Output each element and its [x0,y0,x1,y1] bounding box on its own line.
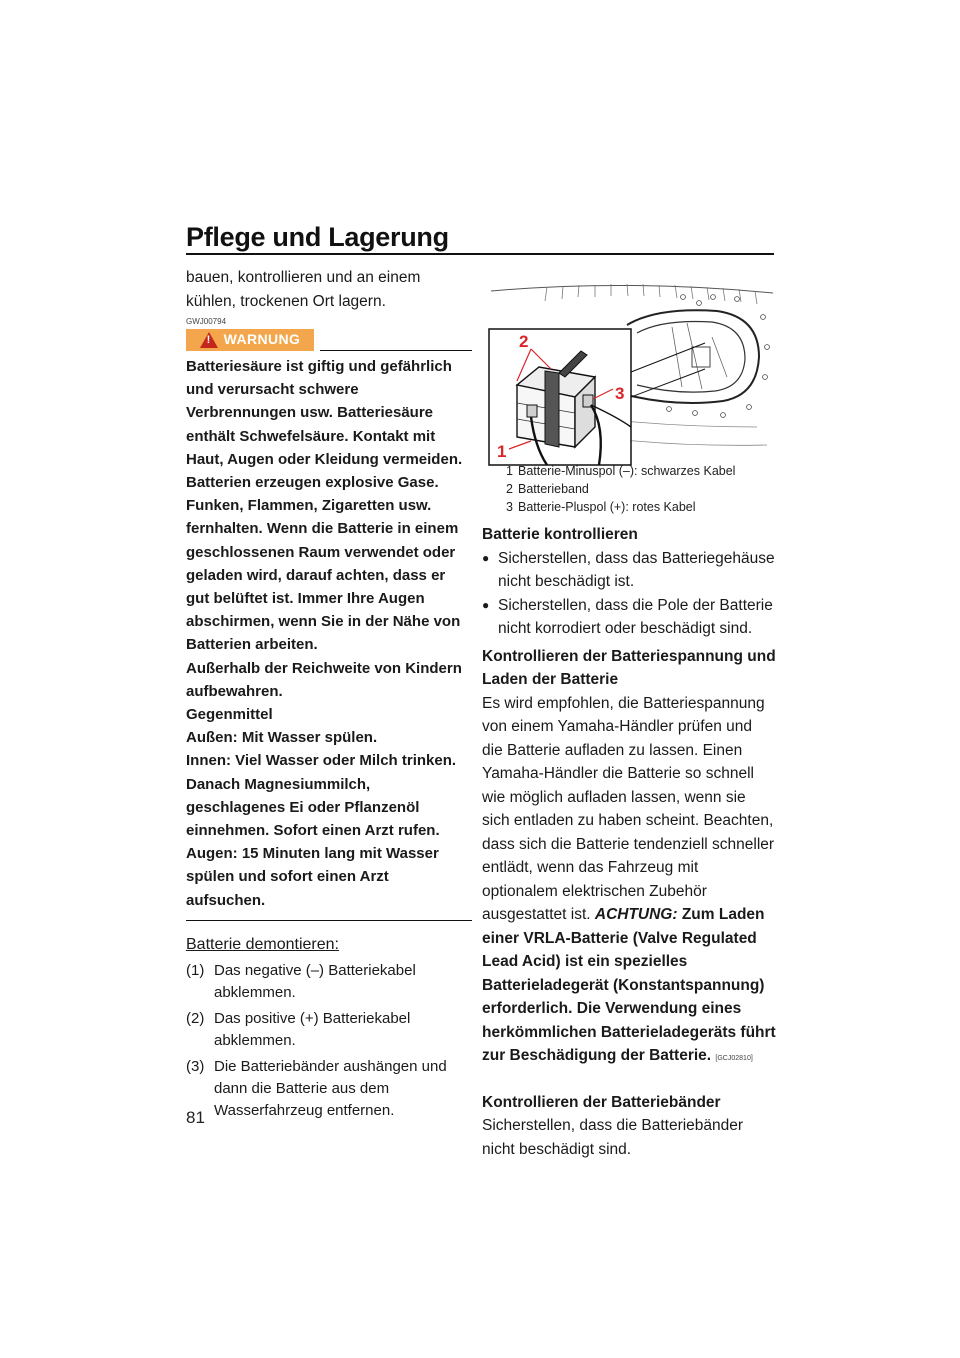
page-number: 81 [186,1108,205,1127]
warning-rule [320,350,472,351]
bullet-text: Sicherstellen, dass die Pole der Batterie nicht korrodiert oder beschädigt sind. [498,596,773,637]
bands-text: Sicherstellen, dass die Batteriebänder nicht beschädigt sind. [482,1117,744,1158]
caption-text: Batterie-Minuspol (–): schwarzes Kabel [518,464,736,478]
battery-illustration [487,277,775,467]
check-title: Batterie kontrollieren [482,526,638,543]
callout-3: 3 [615,384,625,403]
warning-badge [186,329,314,351]
warning-line: Innen: Viel Wasser oder Milch trinken. Danach Magnesiummilch, geschlagenes Ei oder Pflanzenöl einnehmen. Sofort einen Arzt rufen. [186,752,457,840]
header-rule [186,253,774,255]
warning-triangle-icon: ! [200,332,218,348]
callout-1: 1 [497,442,507,461]
bullet-icon: ● [482,597,490,612]
step-number: (1) [186,962,205,980]
warning-line: Batteriesäure ist giftig und gefährlich und verursacht schwere Verbrennungen usw. Batteriesäure enthält Schwefelsäure. Kontakt mit Haut, Augen oder Kleidung vermeiden. [186,358,463,468]
caption-item [506,480,735,498]
left-column [186,266,472,1122]
caution-text: Zum Laden einer VRLA-Batterie (Valve Regulated Lead Acid) ist ein spezielles Batterieladegerät (Konstantspannung) erforderlich. Die Verwendung eines herkömmlichen Batterieladegeräts führt zur Beschädigung der Batterie. [482,906,776,1064]
bands-title: Kontrollieren der Batteriebänder [482,1093,721,1111]
warning-header [186,329,472,351]
step-item [186,1056,472,1122]
warning-line: Außerhalb der Reichweite von Kindern aufbewahren. [186,659,462,700]
caption-text: Batterie-Pluspol (+): rotes Kabel [518,500,696,514]
warning-label: WARNUNG [223,331,301,348]
section-title: Batterie demontieren: [186,935,339,953]
step-item [186,1008,472,1052]
voltage-title: Kontrollieren der Batteriespannung und Laden der Batterie [482,647,776,688]
page-title: Pflege und Lagerung [186,222,449,252]
caption-item [506,462,735,480]
warning-body [186,355,472,921]
right-column [482,523,776,1161]
caution-code: [GCJ02810] [715,1055,753,1062]
caption-number: 2 [506,482,513,496]
step-text: Die Batteriebänder aushängen und dann die Batterie aus dem Wasserfahrzeug entfernen. [214,1058,447,1120]
caption-text: Batterieband [518,482,589,496]
intro-text: bauen, kontrollieren und an einem kühlen, trockenen Ort lagern. [186,269,421,310]
step-number: (2) [186,1010,205,1028]
caption-item [506,498,735,516]
voltage-body: Es wird empfohlen, die Batteriespannung von einem Yamaha-Händler prüfen und die Batterie aufladen zu lassen. Einen Yamaha-Händler die Batterie so schnell wie möglich aufladen lassen, wenn sie sich entladen zu haben scheint. Beachten, dass sich die Batterie tendenziell schneller entlädt, wenn das Fahrzeug mit optionalem elektrischen Zubehör ausgestattet ist. [482,694,775,923]
warning-code: GWJ00794 [186,317,227,326]
bullet-text: Sicherstellen, dass das Batteriegehäuse nicht beschädigt ist. [498,549,775,590]
step-text: Das negative (–) Batteriekabel abklemmen. [214,962,416,1002]
bullet-icon: ● [482,550,490,565]
caption-number: 3 [506,500,513,514]
step-item [186,960,472,1004]
warning-line: Außen: Mit Wasser spülen. [186,729,378,747]
voltage-text [482,692,776,1071]
callout-2: 2 [519,332,529,351]
list-item [482,594,776,641]
list-item [482,547,776,594]
warning-line: Gegenmittel [186,706,273,724]
caption-number: 1 [506,464,513,478]
figure-captions [506,462,735,516]
step-number: (3) [186,1058,205,1076]
warning-line: Batterien erzeugen explosive Gase. Funken, Flammen, Zigaretten usw. fernhalten. Wenn die Batterie in einem geschlossenen Raum verwendet oder geladen wird, darauf achten, dass er gut belüftet ist. Immer Ihre Augen abschirmen, wenn Sie in der Nähe von Batterien arbeiten. [186,474,461,654]
caution-label: ACHTUNG: [594,906,678,923]
warning-line: Augen: 15 Minuten lang mit Wasser spülen und sofort einen Arzt aufsuchen. [186,845,439,909]
step-text: Das positive (+) Batteriekabel abklemmen. [214,1010,411,1050]
